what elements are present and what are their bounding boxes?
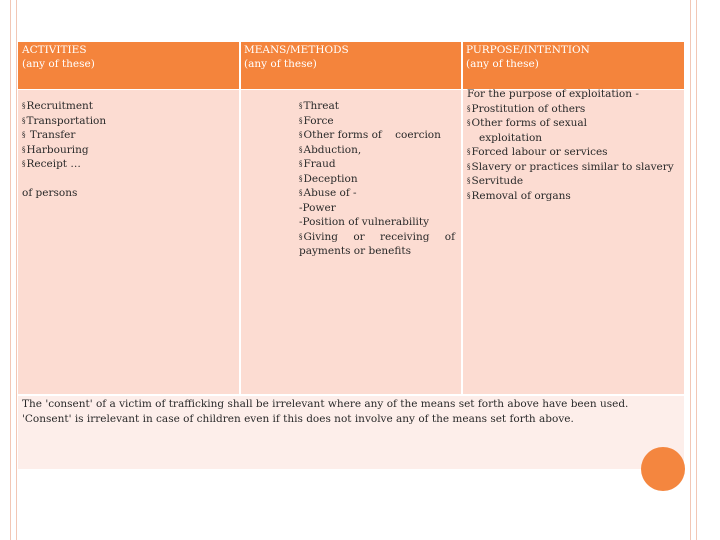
sub-item: -Position of vulnerability	[299, 216, 430, 228]
list-item: §Harbouring	[22, 143, 89, 156]
header-activities-subtitle: (any of these)	[22, 58, 95, 70]
list-item: §Other forms of coercion	[299, 129, 441, 141]
bullet-icon: §	[299, 232, 303, 241]
list-item: §Removal of organs	[467, 189, 571, 202]
bullet-icon: §	[467, 177, 471, 185]
list-item: §Transportation	[22, 114, 107, 127]
column-divider	[239, 42, 241, 394]
bullet-icon: §	[467, 162, 471, 171]
bullet-icon: §	[22, 102, 26, 110]
column-divider	[461, 42, 463, 394]
list-item-continuation: payments or benefits	[299, 245, 411, 257]
list-item: §Force	[299, 114, 334, 127]
consent-note	[22, 397, 677, 427]
bullet-icon: §	[299, 160, 303, 168]
bullet-icon: §	[467, 148, 471, 156]
purpose-intro: For the purpose of exploitation -	[467, 88, 639, 100]
bullet-icon: §	[299, 145, 303, 154]
list-item: §Abuse of -	[299, 187, 357, 199]
header-purpose-subtitle: (any of these)	[466, 58, 539, 70]
bullet-icon: §	[299, 102, 303, 110]
left-decorative-border	[10, 0, 17, 540]
bullet-icon: §	[467, 119, 471, 127]
header-purpose	[466, 42, 590, 90]
consent-note-line: 'Consent' is irrelevant in case of children even if this does not involve any of the means set forth above.	[22, 413, 574, 425]
bullet-icon: §	[22, 131, 26, 139]
list-item: §Fraud	[299, 158, 336, 170]
list-item: §Abduction,	[299, 143, 362, 156]
header-purpose-title: PURPOSE/INTENTION	[466, 44, 590, 56]
bullet-icon: §	[299, 189, 303, 197]
list-item: §Forced labour or services	[467, 146, 608, 158]
list-item: §Servitude	[467, 175, 524, 187]
table-header-row	[18, 42, 684, 90]
bullet-icon: §	[299, 116, 303, 125]
right-decorative-border	[690, 0, 697, 540]
bullet-icon: §	[299, 131, 303, 139]
list-item: §Deception	[299, 172, 358, 185]
purpose-cell	[467, 87, 682, 203]
list-item: §Recruitment	[22, 100, 94, 112]
bullet-icon: §	[467, 191, 471, 200]
list-item: §Prostitution of others	[467, 102, 586, 115]
bullet-icon: §	[299, 174, 303, 183]
bullet-icon: §	[22, 160, 26, 168]
means-cell	[299, 99, 457, 259]
list-item: §Receipt …	[22, 158, 81, 170]
header-activities	[22, 42, 95, 90]
list-item: §Threat	[299, 100, 339, 112]
bullet-icon: §	[467, 104, 471, 113]
consent-note-line: The 'consent' of a victim of trafficking shall be irrelevant where any of the means set forth above have been used.	[22, 398, 629, 410]
activities-suffix: of persons	[22, 187, 78, 199]
list-item: §Slavery or practices similar to slavery	[467, 160, 674, 173]
list-item: §Giving or receiving of	[299, 230, 455, 243]
header-means-title: MEANS/METHODS	[244, 44, 349, 56]
decorative-circle	[641, 447, 685, 491]
trafficking-definition-table	[18, 42, 684, 468]
header-means-subtitle: (any of these)	[244, 58, 317, 70]
list-item: §Other forms of sexual	[467, 117, 588, 129]
sub-item: -Power	[299, 201, 336, 214]
bullet-icon: §	[22, 116, 26, 125]
activities-cell	[22, 99, 236, 201]
list-item: § Transfer	[22, 129, 76, 141]
bullet-icon: §	[22, 145, 26, 154]
header-means	[244, 42, 349, 90]
header-activities-title: ACTIVITIES	[22, 44, 87, 56]
list-item-continuation: exploitation	[479, 131, 543, 144]
